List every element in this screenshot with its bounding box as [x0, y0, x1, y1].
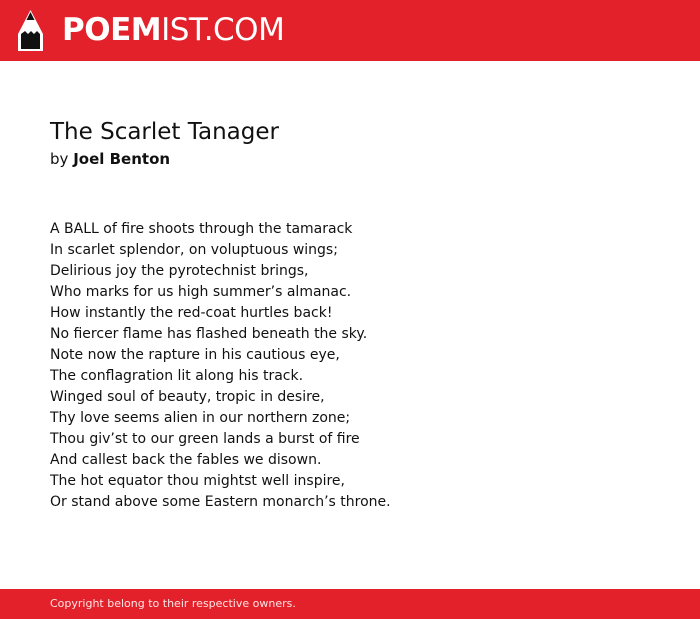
poem-line: The hot equator thou mightst well inspire, — [50, 473, 345, 489]
poem-line: How instantly the red-coat hurtles back! — [50, 305, 333, 321]
site-footer — [0, 589, 700, 619]
poem-line: Note now the rapture in his cautious eye, — [50, 347, 340, 363]
poem-line: Or stand above some Eastern monarch’s throne. — [50, 494, 391, 510]
author-name: Joel Benton — [73, 150, 171, 168]
poem-line: In scarlet splendor, on voluptuous wings; — [50, 242, 338, 258]
by-label: by — [50, 150, 69, 168]
poem-line: Thou giv’st to our green lands a burst of fire — [50, 431, 360, 447]
byline — [50, 149, 170, 169]
poem-body — [50, 219, 650, 513]
site-header — [0, 0, 700, 61]
copyright-notice: Copyright belong to their respective owners. — [50, 597, 296, 610]
brand-name-bold: POEM — [62, 12, 162, 48]
poem-line: Thy love seems alien in our northern zone; — [50, 410, 351, 426]
poem-title: The Scarlet Tanager — [50, 119, 279, 145]
poem-line: No fiercer flame has flashed beneath the sky. — [50, 326, 368, 342]
poem-line: Who marks for us high summer’s almanac. — [50, 284, 352, 300]
poem-line: Delirious joy the pyrotechnist brings, — [50, 263, 309, 279]
poem-line: Winged soul of beauty, tropic in desire, — [50, 389, 325, 405]
poem-line: And callest back the fables we disown. — [50, 452, 322, 468]
brand-name-light: IST.COM — [161, 12, 285, 48]
site-logo-text[interactable] — [62, 12, 284, 48]
poem-line: A BALL of fire shoots through the tamarack — [50, 221, 353, 237]
poem-line: The conflagration lit along his track. — [50, 368, 304, 384]
pencil-tip-icon — [18, 10, 43, 51]
